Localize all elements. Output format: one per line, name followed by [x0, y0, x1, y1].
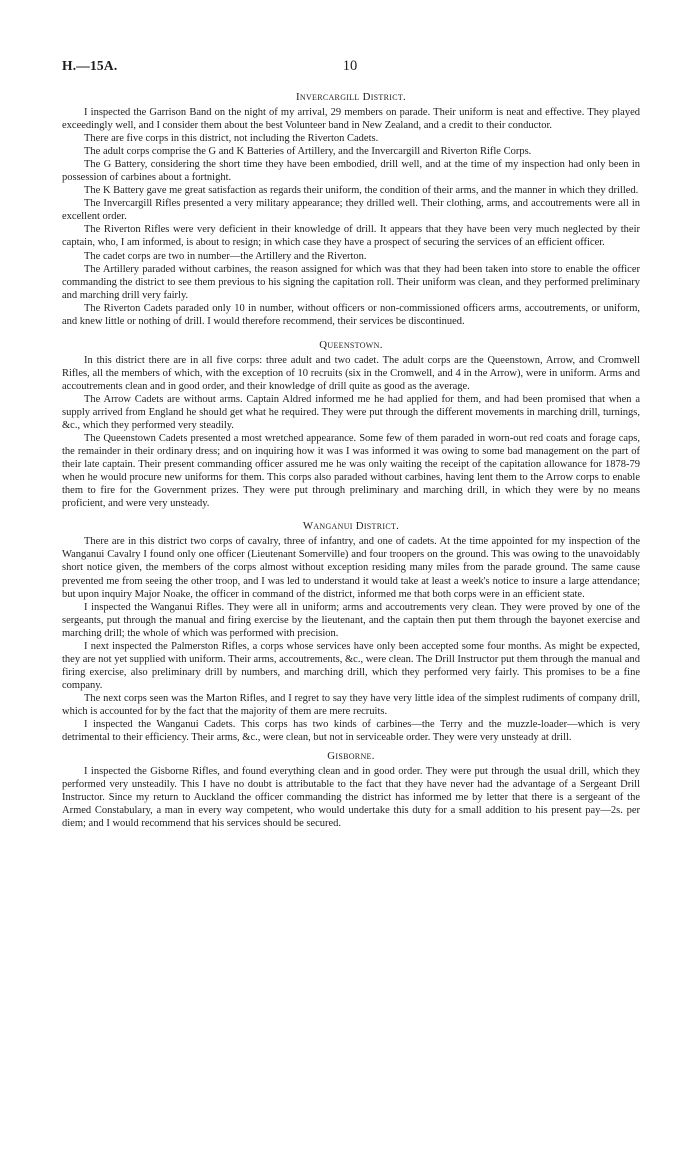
section-title: Gisborne.: [327, 750, 375, 763]
paragraph: The cadet corps are two in number—the Artillery and the Riverton.: [84, 250, 367, 262]
paragraph: The next corps seen was the Marton Rifles, and I regret to say they have very little idea of the simplest rudiments of company drill, which is accounted for by the fact that the majority of them are mere recruits.: [62, 692, 640, 717]
paragraph: The Artillery paraded without carbines, the reason assigned for which was that they had been taken into store to enable the officer commanding the district to see them previous to his signing the capitation roll. Their uniform was clean, and they performed preliminary and marching drill very fairly.: [62, 263, 640, 301]
section-title: Invercargill District.: [295, 91, 407, 103]
paragraph: I inspected the Wanganui Cadets. This corps has two kinds of carbines—the Terry and the muzzle-loader—which is very detrimental to their efficiency. Their arms, &c., were clean, but not in serviceable order. They were very unsteady at drill.: [62, 719, 640, 744]
paragraph: I inspected the Wanganui Rifles. They were all in uniform; arms and accoutrements very clean. They were proved by one of the sergeants, put through the manual and firing exercise by the lieutenant, and the captain then put them through the bayonet exercise and marching drill; the whole of which was performed with precision.: [62, 601, 640, 639]
paragraph: I inspected the Garrison Band on the night of my arrival, 29 members on parade. Their uniform is neat and effective. They played exceedingly well, and I consider them about the best Volunteer band in New Zealand, and a credit to their conductor.: [62, 107, 640, 132]
paragraph: The Queenstown Cadets presented a most wretched appearance. Some few of them paraded in worn-out red coats and forage caps, the remainder in their ordinary dress; and on inquiring how it was I was informed it was owing to some bad management on the part of their late captain. Their present commanding officer assured me he was only waiting the receipt of the capitation allowance for 1878-79 when he would procure new uniforms for them. This corps also paraded without carbines, having lent them to the Arrow corps to enable them to fire for the Government prizes. They were put through preliminary and marching drill, in which they were by no means proficient, and were very unsteady.: [62, 433, 640, 510]
paragraph: There are five corps in this district, not including the Riverton Cadets.: [84, 133, 379, 145]
paragraph: There are in this district two corps of cavalry, three of infantry, and one of cadets. At the time appointed for my inspection of the Wanganui Cavalry I found only one officer (Lieutenant Somerville) and four troopers on the ground. This was owing to the unavoidably short notice given, the members of the corps almost without exception residing many miles from the parade ground. The same cause prevented me from seeing the other troop, and I was led to understand it would take at least a week's notice to insure a large attendance; but upon inquiry Major Noake, the officer in command of the district, informed me that both corps were in an efficient state.: [62, 536, 640, 600]
paragraph: The G Battery, considering the short time they have been embodied, drill well, and at the time of my inspection had only been in possession of carbines about a fortnight.: [62, 159, 640, 184]
section-title: Wanganui District.: [302, 520, 400, 533]
section: [62, 750, 640, 830]
page-header: [0, 58, 700, 76]
paragraph: In this district there are in all five corps: three adult and two cadet. The adult corps are the Queenstown, Arrow, and Cromwell Rifles, all the members of which, with the exception of 10 recruits (six in the Cromwell, and 4 in the Arrow), were in uniform. Arms and accoutrements clean and in good order, and their knowledge of drill quite as good as the average.: [62, 354, 640, 392]
paragraph: The Riverton Cadets paraded only 10 in number, without officers or non-commissioned officers arms, accoutrements, or uniform, and knew little or nothing of drill. I would therefore recommend, their services be discontinued.: [62, 302, 640, 327]
section: [62, 339, 640, 511]
page-number: 10: [342, 58, 358, 74]
document-reference: H.—15A.: [62, 58, 118, 73]
paragraph: I next inspected the Palmerston Rifles, a corps whose services have only been accepted some four months. As might be expected, they are not yet supplied with uniform. Their arms, accoutrements, &c., were clean. The Drill Instructor put them through the manual and firing exercise, also preliminary drill by numbers, and marching drill, which they performed very fairly. This promises to be a fine company.: [62, 640, 640, 691]
paragraph: The Invercargill Rifles presented a very military appearance; they drilled well. Their clothing, arms, and accoutrements were all in excellent order.: [62, 198, 640, 223]
document-body: [62, 91, 640, 830]
paragraph: The adult corps comprise the G and K Batteries of Artillery, and the Invercargill and Riverton Rifle Corps.: [84, 146, 532, 158]
section: [62, 520, 640, 744]
paragraph: I inspected the Gisborne Rifles, and found everything clean and in good order. They were put through the usual drill, which they performed very unsteadily. This I have no doubt is attributable to the fact that they have never had the advantage of a Sergeant Drill Instructor. Since my return to Auckland the officer commanding the district has informed me by letter that there is a sergeant of the Armed Constabulary, a man in every way competent, who would undertake this duty for a small addition to his present pay—2s. per diem; and I would recommend that his services should be secured.: [62, 766, 640, 830]
section: [62, 91, 640, 328]
paragraph: The Riverton Rifles were very deficient in their knowledge of drill. It appears that they have been very much neglected by their captain, who, I am informed, is about to resign; in which case they have a prospect of securing the services of an efficient officer.: [62, 224, 640, 249]
paragraph: The Arrow Cadets are without arms. Captain Aldred informed me he had applied for them, and had been promised that when a supply arrived from England he should get what he required. They were put through the different movements in marching drill, turnings, &c., which they performed very steadily.: [62, 393, 640, 432]
paragraph: The K Battery gave me great satisfaction as regards their uniform, the condition of their arms, and the manner in which they drilled.: [84, 185, 639, 197]
section-title: Queenstown.: [319, 338, 383, 351]
